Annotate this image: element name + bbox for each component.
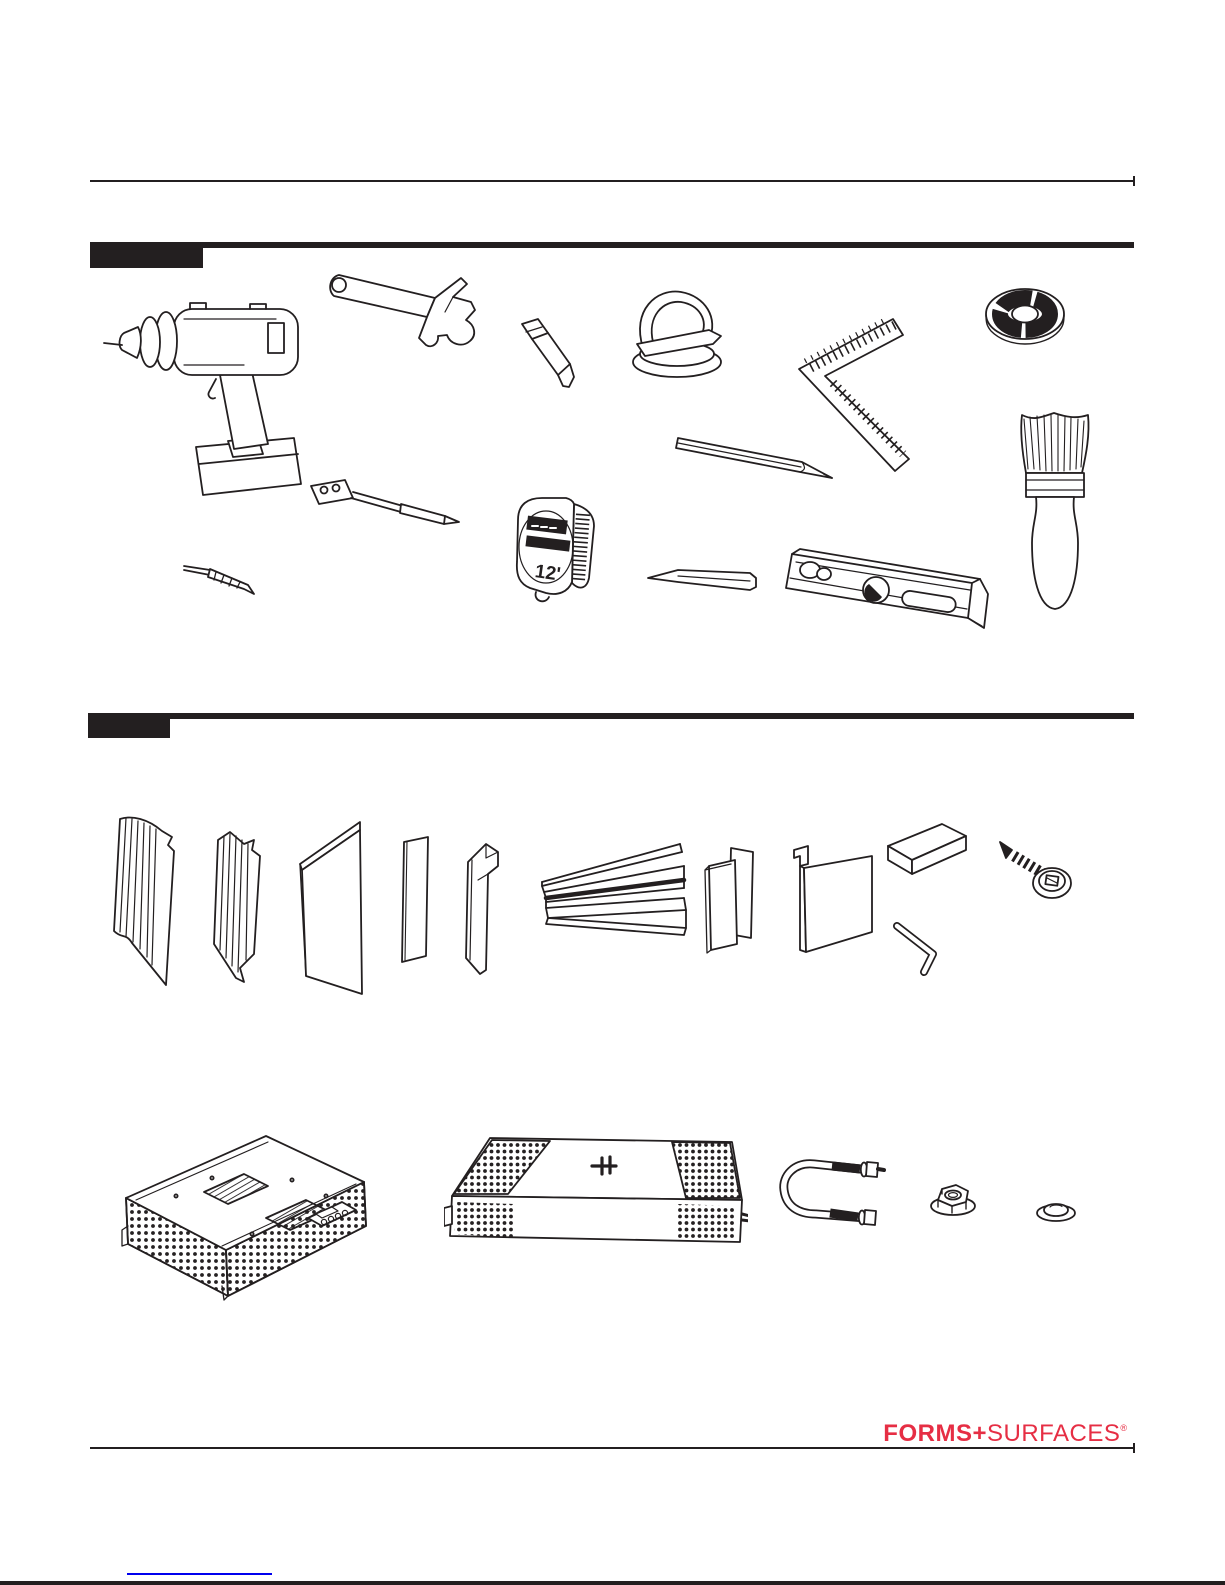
- folded-angle-panel-illustration: [296, 818, 374, 996]
- top-rule-end-tick: [1133, 176, 1135, 186]
- power-supply-enclosure-illustration: [116, 1126, 374, 1304]
- self-drilling-screw-illustration: [996, 840, 1074, 908]
- tape-roll-illustration: [983, 285, 1067, 349]
- extrusion-profile-b-illustration: [210, 826, 272, 988]
- page-bottom-border: [0, 1581, 1225, 1585]
- top-rule: [90, 180, 1134, 182]
- driver-bit-illustration: [512, 316, 584, 390]
- center-punch-illustration: [644, 554, 768, 602]
- channel-clip-illustration: [456, 840, 504, 978]
- flange-nut-illustration: [928, 1178, 978, 1218]
- forms-surfaces-logo: [883, 1416, 1127, 1446]
- spirit-level-illustration: [784, 538, 994, 634]
- tape-measure-illustration: [502, 490, 600, 608]
- setting-block-illustration: [884, 820, 972, 882]
- suction-cup-lifter-illustration: [623, 280, 731, 382]
- panel-with-clip-illustration: [784, 838, 876, 956]
- extrusion-profile-a-illustration: [110, 813, 182, 993]
- tape-measure-length-label: 12': [533, 561, 562, 586]
- push-cap-washer-illustration: [1034, 1196, 1078, 1224]
- u-bolt-illustration: [774, 1148, 886, 1236]
- footer-link-underline[interactable]: [127, 1573, 272, 1575]
- logo-bold-text: FORMS+: [883, 1420, 987, 1447]
- tools-section-header-bar: [90, 242, 203, 268]
- parts-section-header-bar: [88, 713, 170, 738]
- mounting-rail-extrusion-illustration: [534, 836, 692, 948]
- footer-rule-end-tick: [1133, 1443, 1135, 1453]
- parts-section-rule: [88, 713, 1134, 719]
- clip-bracket-illustration: [701, 840, 763, 958]
- flat-enclosure-illustration: [444, 1130, 748, 1248]
- adjustable-wrench-illustration: [323, 270, 495, 358]
- bit-extension-illustration: [305, 476, 463, 536]
- registered-mark: ®: [1120, 1423, 1127, 1433]
- allen-wrench-illustration: [891, 920, 949, 980]
- logo-light-text: SURFACES: [986, 1420, 1121, 1447]
- cordless-drill-illustration: [100, 283, 312, 501]
- drill-bit-illustration: [180, 554, 258, 602]
- paint-brush-illustration: [1014, 411, 1096, 613]
- tools-section-rule: [90, 242, 1134, 248]
- pencil-illustration: [670, 428, 838, 490]
- flat-strip-illustration: [396, 834, 434, 966]
- footer-rule: [90, 1447, 1134, 1449]
